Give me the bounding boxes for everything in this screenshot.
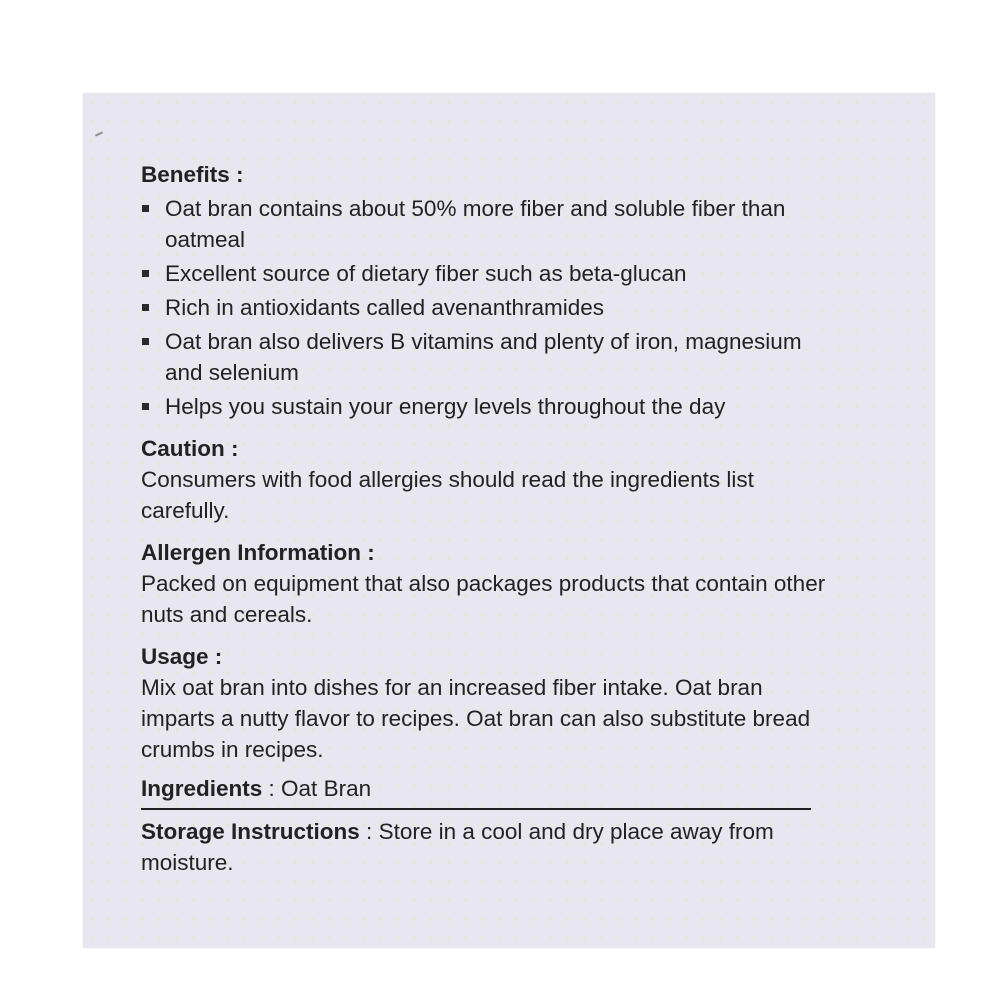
storage-separator: : (359, 819, 379, 844)
benefit-text: Rich in antioxidants called avenanthramides (165, 295, 605, 320)
ingredients-text: Oat Bran (281, 776, 372, 801)
list-item (141, 326, 831, 388)
benefits-section (141, 159, 831, 422)
list-item (141, 258, 831, 289)
storage-heading: Storage Instructions (141, 819, 360, 844)
allergen-text: Packed on equipment that also packages products that contain other nuts and cereals. (141, 571, 826, 627)
storage-text: Store in a cool and dry place away from moisture. (141, 819, 774, 875)
ingredients-separator: : (262, 776, 282, 801)
benefit-text: Oat bran also delivers B vitamins and plenty of iron, magnesium and selenium (165, 329, 802, 385)
list-item (141, 292, 831, 323)
usage-heading: Usage : (141, 644, 223, 669)
square-bullet-icon (142, 338, 149, 345)
square-bullet-icon (142, 304, 149, 311)
storage-section (141, 816, 831, 878)
benefits-list (141, 193, 831, 422)
square-bullet-icon (142, 403, 149, 410)
benefits-heading: Benefits : (141, 162, 244, 187)
caution-heading: Caution : (141, 436, 239, 461)
benefit-text: Excellent source of dietary fiber such as beta-glucan (165, 261, 687, 286)
ingredients-section (141, 773, 831, 808)
label-content (141, 159, 831, 878)
ingredients-heading: Ingredients (141, 776, 263, 801)
caution-section (141, 433, 831, 526)
product-label-panel (83, 93, 935, 948)
allergen-section (141, 537, 831, 630)
square-bullet-icon (142, 270, 149, 277)
list-item (141, 193, 831, 255)
list-item (141, 391, 831, 422)
allergen-heading: Allergen Information : (141, 540, 375, 565)
caution-text: Consumers with food allergies should read the ingredients list carefully. (141, 467, 754, 523)
benefit-text: Oat bran contains about 50% more fiber and soluble fiber than oatmeal (165, 196, 786, 252)
print-mark (95, 131, 103, 136)
usage-section (141, 641, 831, 765)
usage-text: Mix oat bran into dishes for an increased fiber intake. Oat bran imparts a nutty flavor to recipes. Oat bran can also substitute bread crumbs in recipes. (141, 675, 811, 762)
benefit-text: Helps you sustain your energy levels throughout the day (165, 394, 726, 419)
section-divider (141, 808, 811, 810)
square-bullet-icon (142, 205, 149, 212)
